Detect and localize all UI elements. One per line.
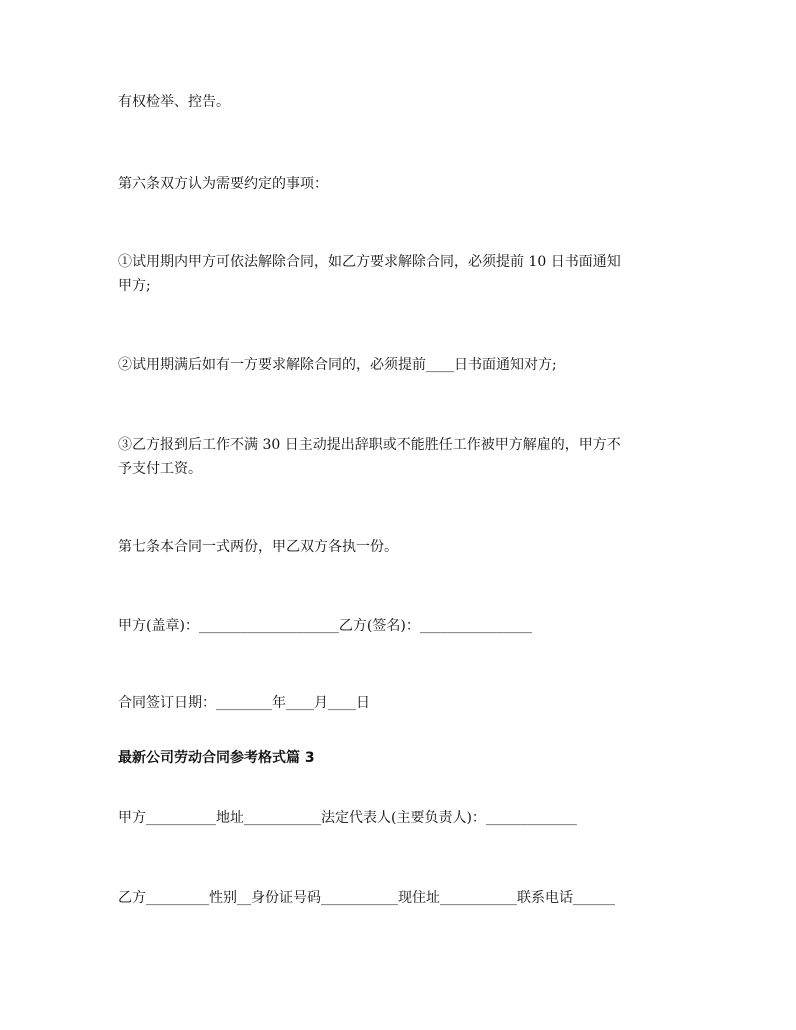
item-2: ②试用期满后如有一方要求解除合同的，必须提前____日书面通知对方; — [118, 357, 557, 373]
party-a-info-line: 甲方__________地址___________法定代表人(主要负责人)：_____________ — [118, 810, 577, 826]
paragraph-report-right: 有权检举、控告。 — [118, 94, 230, 110]
item-3-line-1: ③乙方报到后工作不满 30 日主动提出辞职或不能胜任工作被甲方解雇的，甲方不 — [118, 437, 621, 453]
sign-date-line: 合同签订日期：________年____月____日 — [118, 695, 370, 711]
article-seven: 第七条本合同一式两份，甲乙双方各执一份。 — [118, 539, 398, 555]
article-six-heading: 第六条双方认为需要约定的事项： — [118, 176, 328, 192]
section-heading: 最新公司劳动合同参考格式篇 3 — [118, 750, 315, 766]
party-b-info-line: 乙方_________性别__身份证号码___________现住址___________联系电话______ — [118, 890, 615, 906]
signature-line: 甲方(盖章)：____________________乙方(签名)：________________ — [118, 618, 532, 634]
item-1-line-2: 甲方; — [118, 278, 151, 294]
item-3-line-2: 予支付工资。 — [118, 461, 202, 477]
item-1-line-1: ①试用期内甲方可依法解除合同，如乙方要求解除合同，必须提前 10 日书面通知 — [118, 254, 621, 270]
